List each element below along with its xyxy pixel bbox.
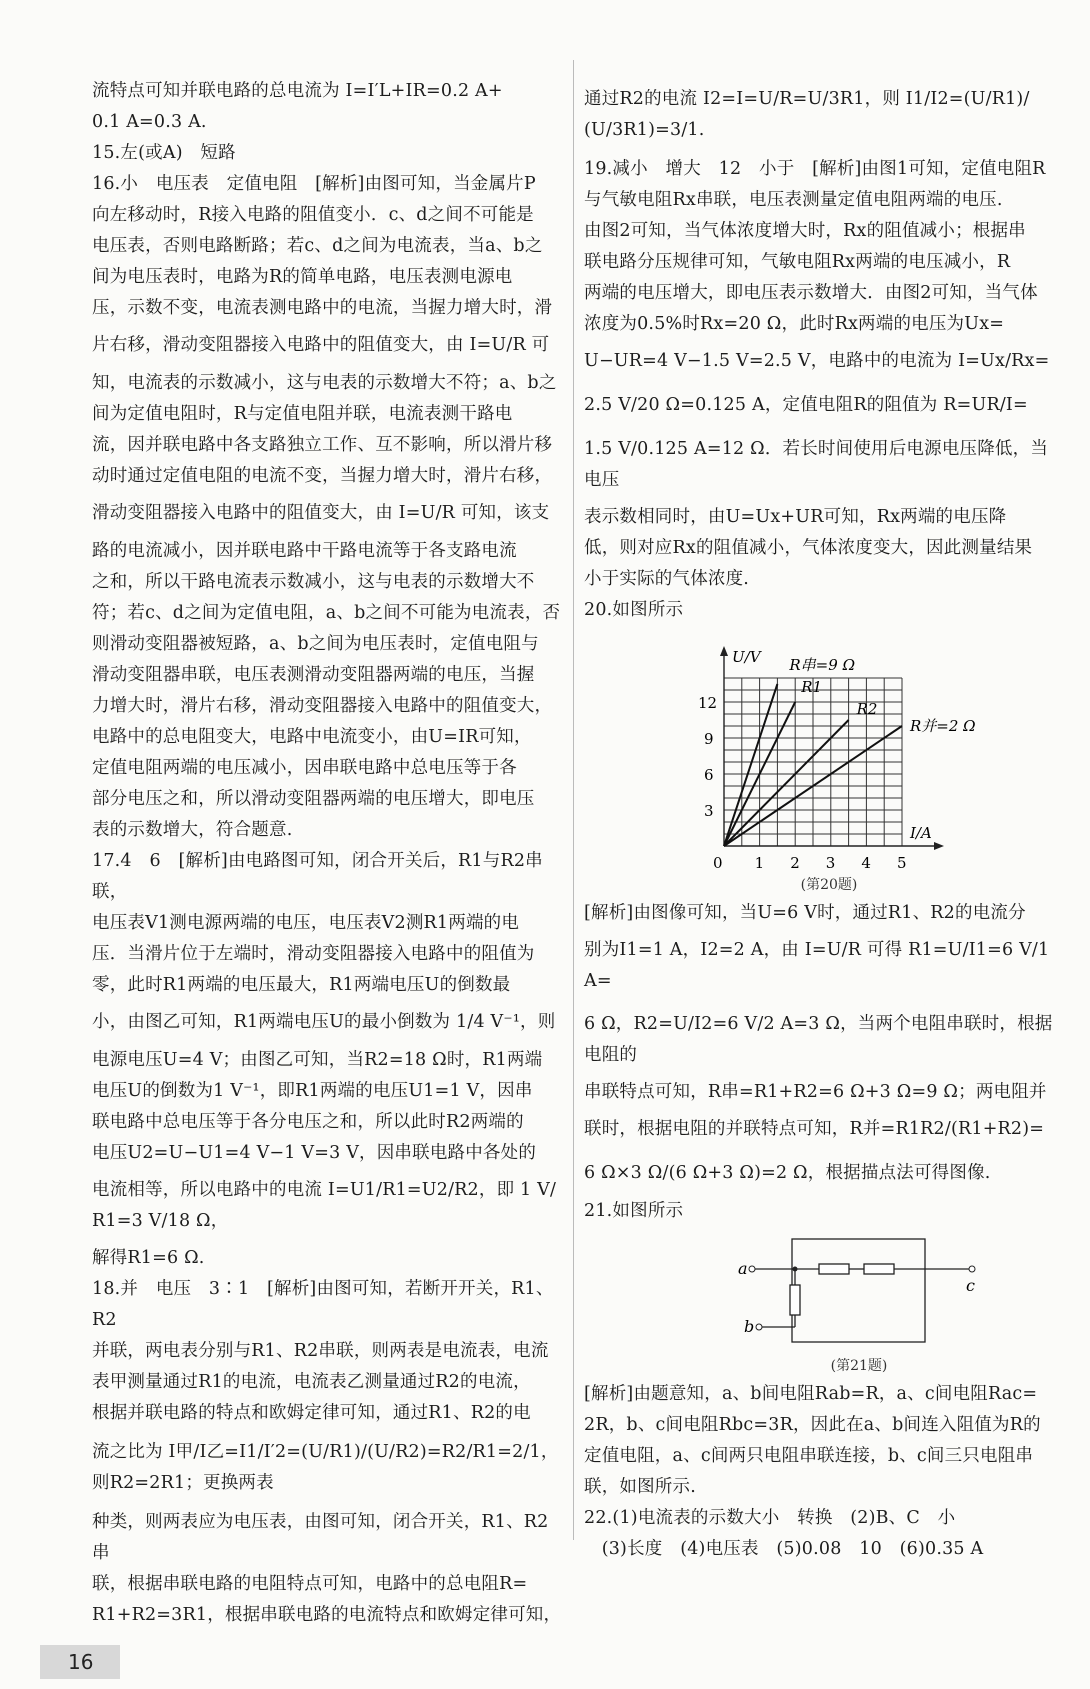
text-line: 两端的电压增大，即电压表示数增大．由图2可知，当气体 [584, 283, 1038, 303]
text-line: 之和，所以干路电流表示数减小，这与电表的示数增大不 [92, 572, 535, 592]
text-line: R1+R2=3R1，根据串联电路的电流特点和欧姆定律可知， [92, 1605, 562, 1625]
text-line: 联电路分压规律可知，气敏电阻Rx两端的电压减小，R [584, 252, 1011, 272]
text-line: 低，则对应Rx的阻值减小，气体浓度变大，因此测量结果 [584, 538, 1033, 558]
line-label: R1 [801, 678, 823, 696]
text-line: (3)长度 (4)电压表 (5)0.08 10 (6)0.35 A [584, 1539, 984, 1559]
line-label: R串=9 Ω [789, 656, 856, 674]
text-line: 小，由图乙可知，R1两端电压U的最小倒数为 1/4 V⁻¹，则 [92, 1012, 556, 1032]
text-line: 电压表V1测电源两端的电压，电压表V2测R1两端的电 [92, 913, 520, 933]
x-tick-label: 4 [861, 854, 871, 872]
text-line: 电流相等，所以电路中的电流 I=U1/R1=U2/R2，即 1 V/R1=3 V/18 Ω， [92, 1180, 557, 1231]
text-line: [解析]由图像可知，当U=6 V时，通过R1、R2的电流分 [584, 903, 1026, 923]
text-line: 力增大时，滑片右移，滑动变阻器接入电路中的阻值变大， [92, 696, 553, 716]
text-line: 符；若c、d之间为定值电阻，a、b之间不可能为电流表，否 [92, 603, 561, 623]
resistance-line [724, 720, 849, 846]
text-line: 22.(1)电流表的示数大小 转换 (2)B、C 小 [584, 1508, 956, 1528]
text-line: 17.4 6 [解析]由电路图可知，闭合开关后，R1与R2串联， [92, 851, 543, 902]
text-line: 串联特点可知，R串=R1+R2=6 Ω+3 Ω=9 Ω；两电阻并 [584, 1082, 1047, 1102]
text-line: 间为电压表时，电路为R的简单电路，电压表测电源电 [92, 267, 513, 287]
terminal-b: b [744, 1317, 755, 1336]
page-number: 16 [40, 1645, 120, 1679]
right-text-bottom [584, 1379, 1054, 1565]
text-line: 15.左(或A) 短路 [92, 143, 236, 163]
text-line: 电压U的倒数为1 V⁻¹，即R1两端的电压U1=1 V，因串 [92, 1081, 533, 1101]
y-axis-arrow [720, 646, 728, 656]
text-line: 16.小 电压表 定值电阻 [解析]由图可知，当金属片P [92, 174, 536, 194]
text-line: 知，电流表的示数减小，这与电表的示数增大不符；a、b之 [92, 373, 557, 393]
terminal-c: c [966, 1276, 975, 1295]
text-line: 滑动变阻器接入电路中的阻值变大，由 I=U/R 可知，该支 [92, 503, 550, 523]
text-line: 6 Ω×3 Ω/(6 Ω+3 Ω)=2 Ω，根据描点法可得图像. [584, 1163, 991, 1183]
y-tick-label: 9 [704, 730, 714, 748]
text-line: 定值电阻，a、c间两只电阻串联连接，b、c间三只电阻串 [584, 1446, 1034, 1466]
text-line: 小于实际的气体浓度. [584, 569, 750, 589]
text-line: 21.如图所示 [584, 1201, 684, 1221]
x-tick-label: 1 [754, 854, 765, 872]
resistor [864, 1264, 894, 1274]
text-line: 种类，则两表应为电压表，由图可知，闭合开关，R1、R2串 [92, 1512, 549, 1563]
x-tick-label: 3 [825, 854, 836, 872]
line-label: R2 [856, 700, 878, 718]
text-line: 路的电流减小，因并联电路中干路电流等于各支路电流 [92, 541, 517, 561]
text-line: 表甲测量通过R1的电流，电流表乙测量通过R2的电流， [92, 1372, 531, 1392]
text-line: 流，因并联电路中各支路独立工作、互不影响，所以滑片移 [92, 435, 553, 455]
x-tick-label: 2 [790, 854, 800, 872]
text-line: 并联，两电表分别与R1、R2串联，则两表是电流表，电流 [92, 1341, 549, 1361]
resistor [819, 1264, 849, 1274]
text-line: 流之比为 I甲/I乙=I1/I′2=(U/R1)/(U/R2)=R2/R1=2/1，则R2=2R1；更换两表 [92, 1442, 559, 1493]
text-line: 6 Ω，R2=U/I2=6 V/2 A=3 Ω，当两个电阻串联时，根据电阻的 [584, 1014, 1053, 1065]
x-tick-label: 0 [713, 854, 723, 872]
text-line: 则滑动变阻器被短路，a、b之间为电压表时，定值电阻与 [92, 634, 539, 654]
text-line: 电路中的总电阻变大，电路中电流变小，由U=IR可知， [92, 727, 532, 747]
text-line: 零，此时R1两端的电压最大，R1两端电压U的倒数最 [92, 975, 511, 995]
text-line: 与气敏电阻Rx串联，电压表测量定值电阻两端的电压. [584, 190, 1003, 210]
text-line: 动时通过定值电阻的电流不变，当握力增大时，滑片右移， [92, 466, 553, 486]
text-line: 联时，根据电阻的并联特点可知，R并=R1R2/(R1+R2)= [584, 1119, 1045, 1139]
text-line: 滑动变阻器串联，电压表测滑动变阻器两端的电压，当握 [92, 665, 535, 685]
text-line: 电压表，否则电路断路；若c、d之间为电流表，当a、b之 [92, 236, 543, 256]
text-line: 联，如图所示. [584, 1477, 696, 1497]
x-axis-arrow [934, 842, 944, 850]
text-line: 19.减小 增大 12 小于 [解析]由图1可知，定值电阻R [584, 159, 1046, 179]
text-line: 0.1 A=0.3 A. [92, 112, 207, 132]
text-line: 定值电阻两端的电压减小，因串联电路中总电压等于各 [92, 758, 517, 778]
right-text-top [584, 76, 1054, 626]
text-line: 电源电压U=4 V；由图乙可知，当R2=18 Ω时，R1两端 [92, 1050, 543, 1070]
circuit-diagram [584, 1227, 1054, 1353]
resistor [790, 1285, 800, 1315]
figure-20-graph [584, 626, 1054, 898]
text-line: 解得R1=6 Ω. [92, 1248, 205, 1268]
text-line: 间为定值电阻时，R与定值电阻并联，电流表测干路电 [92, 404, 513, 424]
figure-20-caption: (第20题) [800, 877, 858, 893]
text-line: 2R，b、c间电阻Rbc=3R，因此在a、b间连入阻值为R的 [584, 1415, 1041, 1435]
text-line: 通过R2的电流 I2=I=U/R=U/3R1，则 I1/I2=(U/R1)/(U/3R1)=3/1. [584, 89, 1030, 140]
column-divider [573, 60, 574, 1540]
text-line: 根据并联电路的特点和欧姆定律可知，通过R1、R2的电 [92, 1403, 531, 1423]
left-column [68, 76, 562, 1689]
text-line: [解析]由题意知，a、b间电阻Rab=R，a、c间电阻Rac= [584, 1384, 1038, 1404]
text-line: 由图2可知，当气体浓度增大时，Rx的阻值减小；根据串 [584, 221, 1026, 241]
left-text [92, 76, 562, 1631]
text-line: 部分电压之和，所以滑动变阻器两端的电压增大，即电压 [92, 789, 535, 809]
text-line: 别为I1=1 A，I2=2 A，由 I=U/R 可得 R1=U/I1=6 V/1 A= [584, 940, 1050, 991]
text-line: 联，根据串联电路的电阻特点可知，电路中的总电阻R= [92, 1574, 528, 1594]
terminal-a: a [738, 1259, 748, 1278]
text-line: 18.并 电压 3∶1 [解析]由图可知，若断开开关，R1、R2 [92, 1279, 554, 1330]
text-line: 向左移动时，R接入电路的阻值变小．c、d之间不可能是 [92, 205, 534, 225]
text-line: 片右移，滑动变阻器接入电路中的阻值变大，由 I=U/R 可 [92, 335, 550, 355]
x-tick-label: 5 [897, 854, 907, 872]
text-line: 流特点可知并联电路的总电流为 I=I′L+IR=0.2 A+ [92, 81, 503, 101]
text-line: 压．当滑片位于左端时，滑动变阻器接入电路中的阻值为 [92, 944, 535, 964]
figure-21-circuit [584, 1227, 1054, 1379]
line-label: R并=2 Ω [910, 717, 976, 735]
x-axis-label: I/A [910, 824, 932, 842]
text-line: 表示数相同时，由U=Ux+UR可知，Rx两端的电压降 [584, 507, 1007, 527]
right-text-mid [584, 898, 1054, 1227]
text-line: 1.5 V/0.125 A=12 Ω．若长时间使用后电源电压降低，当电压 [584, 439, 1049, 490]
text-line: 2.5 V/20 Ω=0.125 A，定值电阻R的阻值为 R=UR/I= [584, 395, 1028, 415]
text-line: 联电路中总电压等于各分电压之和，所以此时R2两端的 [92, 1112, 524, 1132]
y-tick-label: 12 [698, 694, 718, 712]
text-line: U−UR=4 V−1.5 V=2.5 V，电路中的电流为 I=Ux/Rx= [584, 351, 1050, 371]
text-line: 压，示数不变，电流表测电路中的电流，当握力增大时，滑 [92, 298, 553, 318]
text-line: 浓度为0.5%时Rx=20 Ω，此时Rx两端的电压为Ux= [584, 314, 1005, 334]
text-line: 20.如图所示 [584, 600, 684, 620]
text-line: 电压U2=U−U1=4 V−1 V=3 V，因串联电路中各处的 [92, 1143, 537, 1163]
y-tick-label: 3 [704, 802, 714, 820]
u-i-graph [584, 626, 1054, 876]
y-tick-label: 6 [704, 766, 714, 784]
y-axis-label: U/V [732, 648, 761, 666]
figure-21-caption: (第21题) [830, 1358, 888, 1374]
right-column [584, 76, 1054, 1565]
text-line: 表的示数增大，符合题意. [92, 820, 293, 840]
